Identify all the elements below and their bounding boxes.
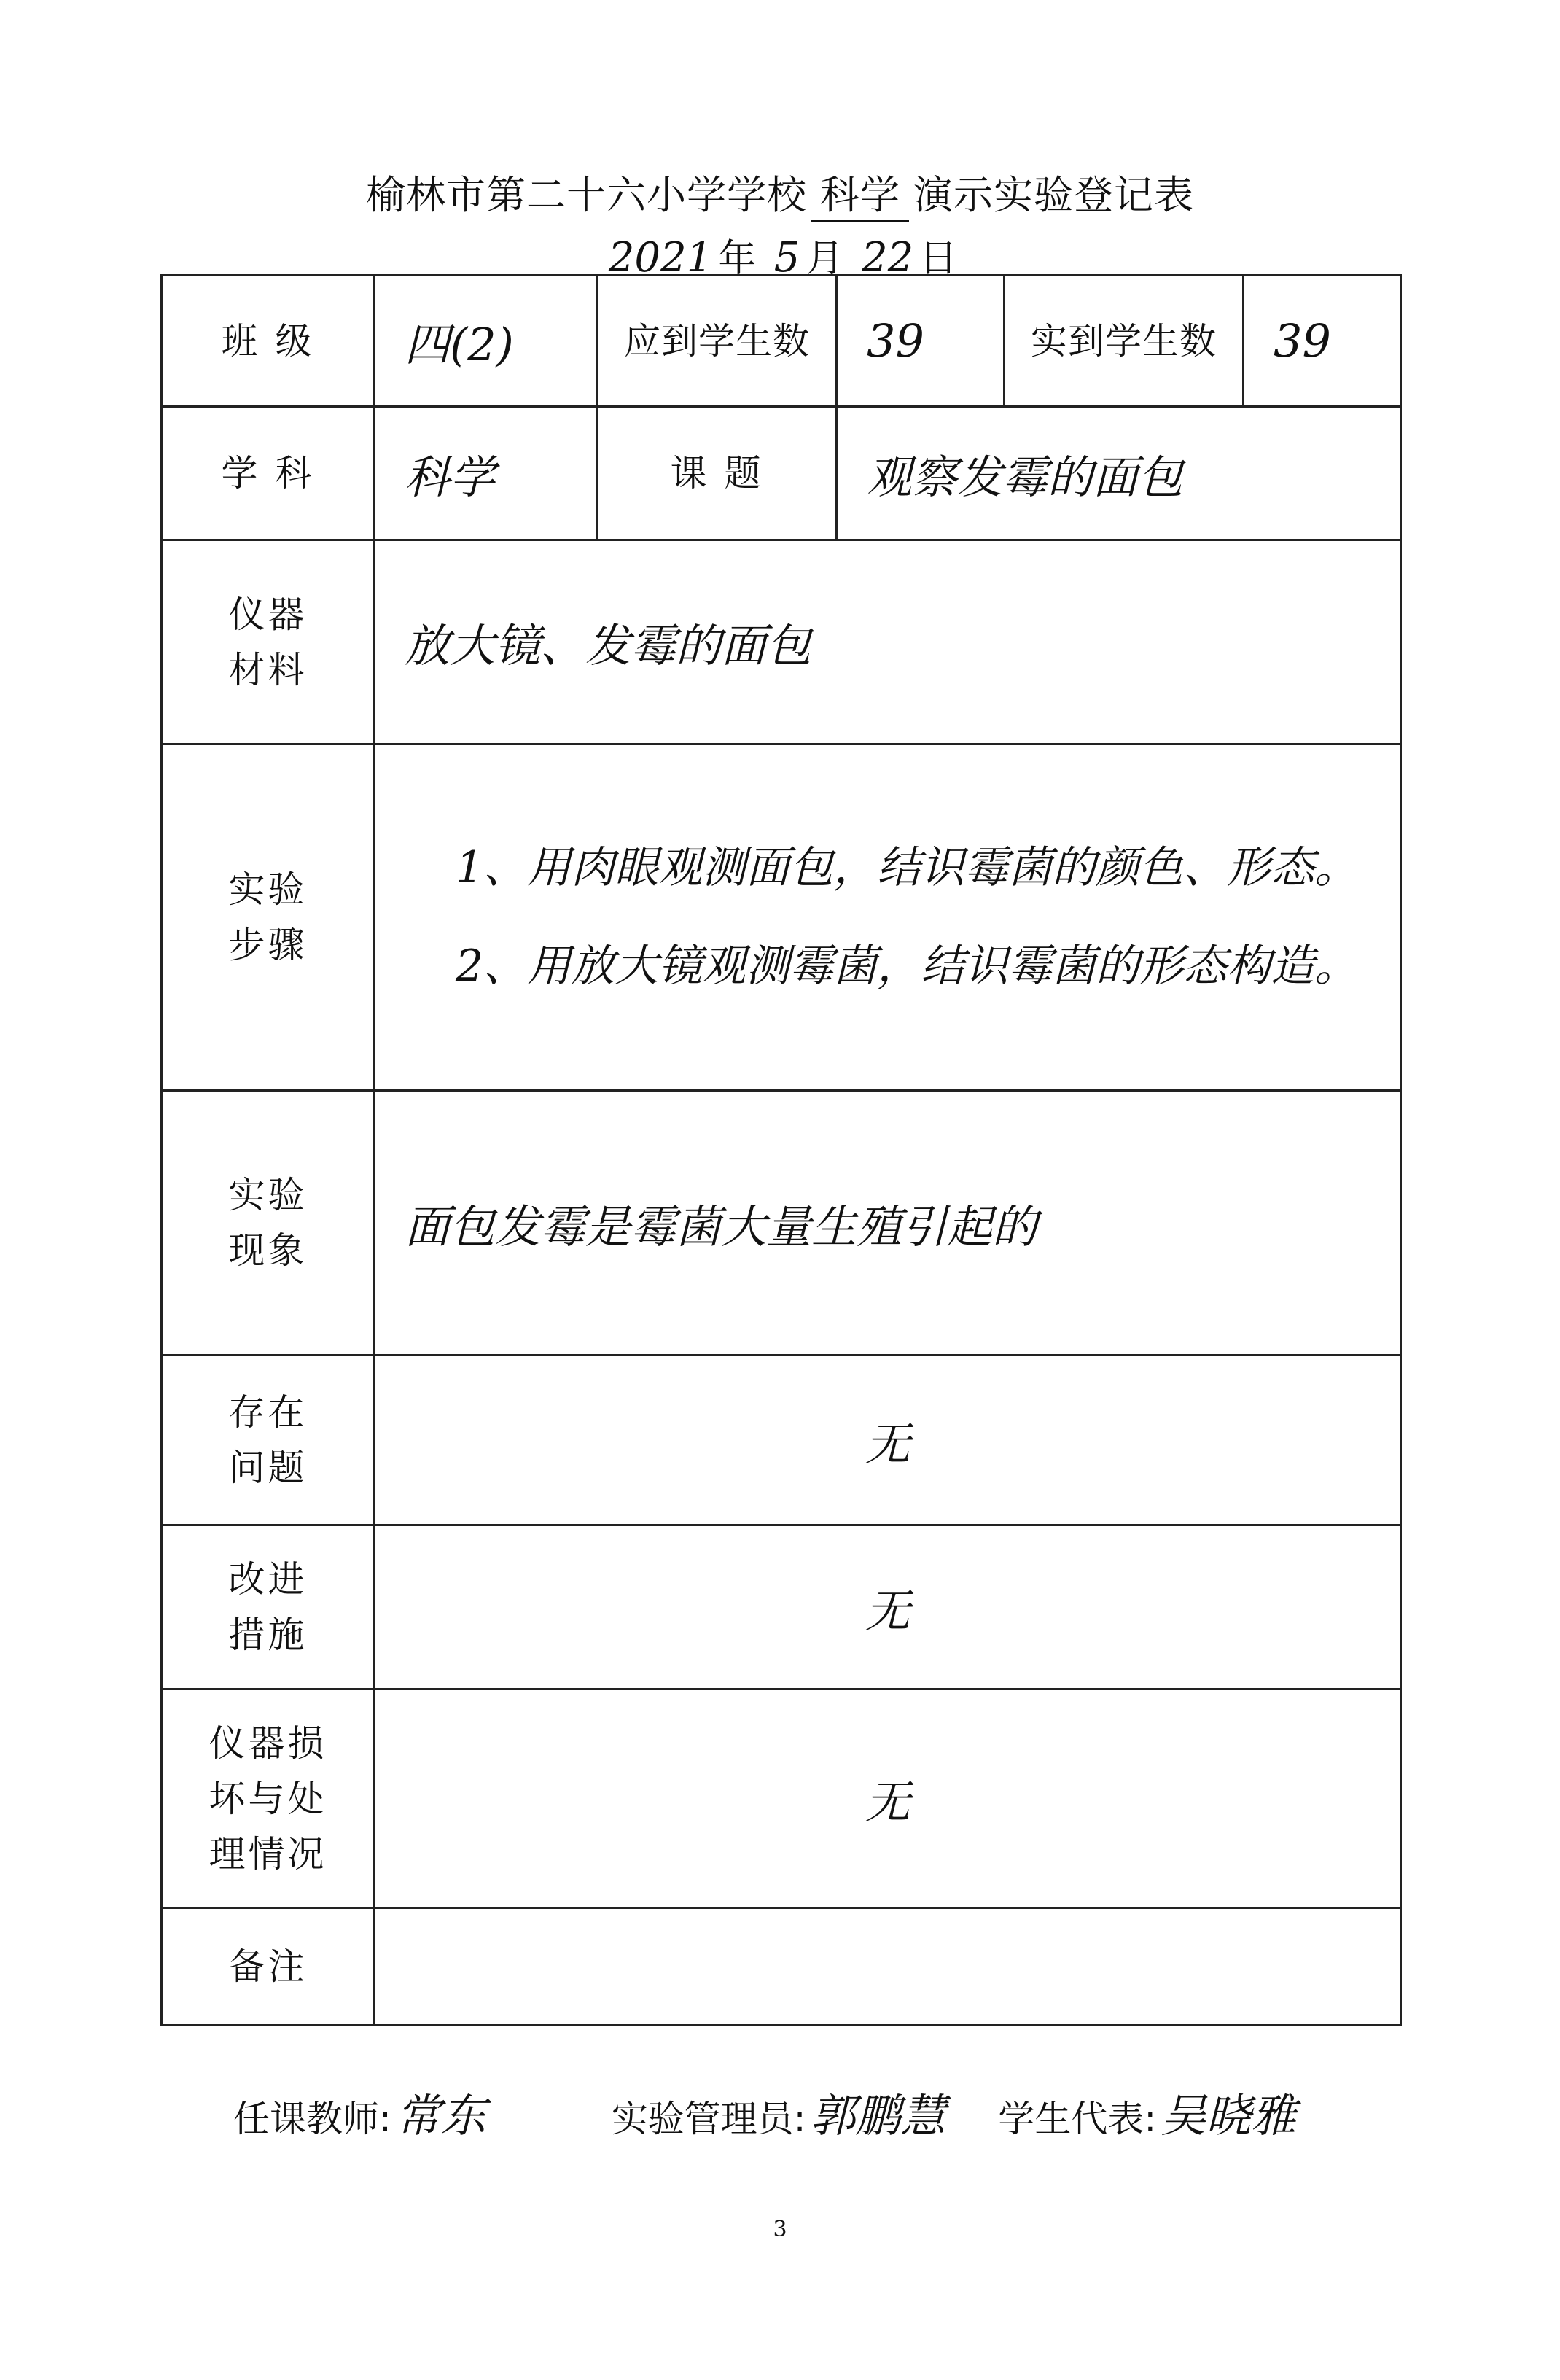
manager-signature: 郭鹏慧 xyxy=(810,2089,946,2142)
step-item: 2、用放大镜观测霉菌，结识霉菌的形态构造。 xyxy=(456,941,1359,992)
teacher-label: 任课教师: xyxy=(233,2098,391,2140)
table-row xyxy=(162,744,1401,1091)
step-item: 1、用肉眼观测面包，结识霉菌的颜色、形态。 xyxy=(456,842,1359,893)
subject-label: 学 科 xyxy=(162,407,375,540)
form-title xyxy=(0,164,1560,222)
materials-value: 放大镜、发霉的面包 xyxy=(375,540,1401,744)
expected-students-label: 应到学生数 xyxy=(598,276,837,407)
steps-label: 实验 步骤 xyxy=(162,744,375,1091)
measures-label: 改进 措施 xyxy=(162,1525,375,1689)
teacher-signature: 常东 xyxy=(395,2089,486,2142)
table-row xyxy=(162,1525,1401,1689)
registration-table xyxy=(160,274,1402,2026)
school-name: 榆林市第二十六小学学校 xyxy=(366,172,807,218)
signature-line xyxy=(233,2080,1296,2144)
measures-value: 无 xyxy=(375,1525,1401,1689)
steps-value xyxy=(375,744,1401,1091)
table-row xyxy=(162,540,1401,744)
student-signature: 吴晓雅 xyxy=(1161,2089,1297,2142)
topic-value: 观察发霉的面包 xyxy=(837,407,1401,540)
page-number: 3 xyxy=(773,2217,787,2242)
subject-blank: 科学 xyxy=(811,164,909,222)
problems-value: 无 xyxy=(375,1356,1401,1525)
expected-students-value: 39 xyxy=(837,276,1005,407)
subject-value: 科学 xyxy=(375,407,598,540)
table-row xyxy=(162,1689,1401,1908)
date-day: 22 xyxy=(861,234,914,281)
topic-label: 课 题 xyxy=(598,407,837,540)
class-value: 四(2) xyxy=(375,276,598,407)
remarks-label: 备注 xyxy=(162,1908,375,2026)
date-day-unit: 日 xyxy=(919,237,958,281)
phenomenon-label: 实验 现象 xyxy=(162,1091,375,1356)
problems-label: 存在 问题 xyxy=(162,1356,375,1525)
date-month-unit: 月 xyxy=(806,237,844,281)
student-label: 学生代表: xyxy=(998,2098,1157,2140)
manager-label: 实验管理员: xyxy=(611,2098,806,2140)
remarks-value xyxy=(375,1908,1401,2026)
table-row xyxy=(162,407,1401,540)
date-year: 2021 xyxy=(608,234,713,281)
table-row xyxy=(162,1091,1401,1356)
materials-label: 仪器 材料 xyxy=(162,540,375,744)
damage-value: 无 xyxy=(375,1689,1401,1908)
form-name: 演示实验登记表 xyxy=(913,172,1194,218)
table-row xyxy=(162,276,1401,407)
table-row xyxy=(162,1356,1401,1525)
date-month: 5 xyxy=(773,234,800,281)
damage-label: 仪器损 坏与处 理情况 xyxy=(162,1689,375,1908)
class-label: 班 级 xyxy=(162,276,375,407)
phenomenon-value: 面包发霉是霉菌大量生殖引起的 xyxy=(375,1091,1401,1356)
actual-students-value: 39 xyxy=(1244,276,1401,407)
date-year-unit: 年 xyxy=(718,237,757,281)
table-row xyxy=(162,1908,1401,2026)
actual-students-label: 实到学生数 xyxy=(1005,276,1244,407)
